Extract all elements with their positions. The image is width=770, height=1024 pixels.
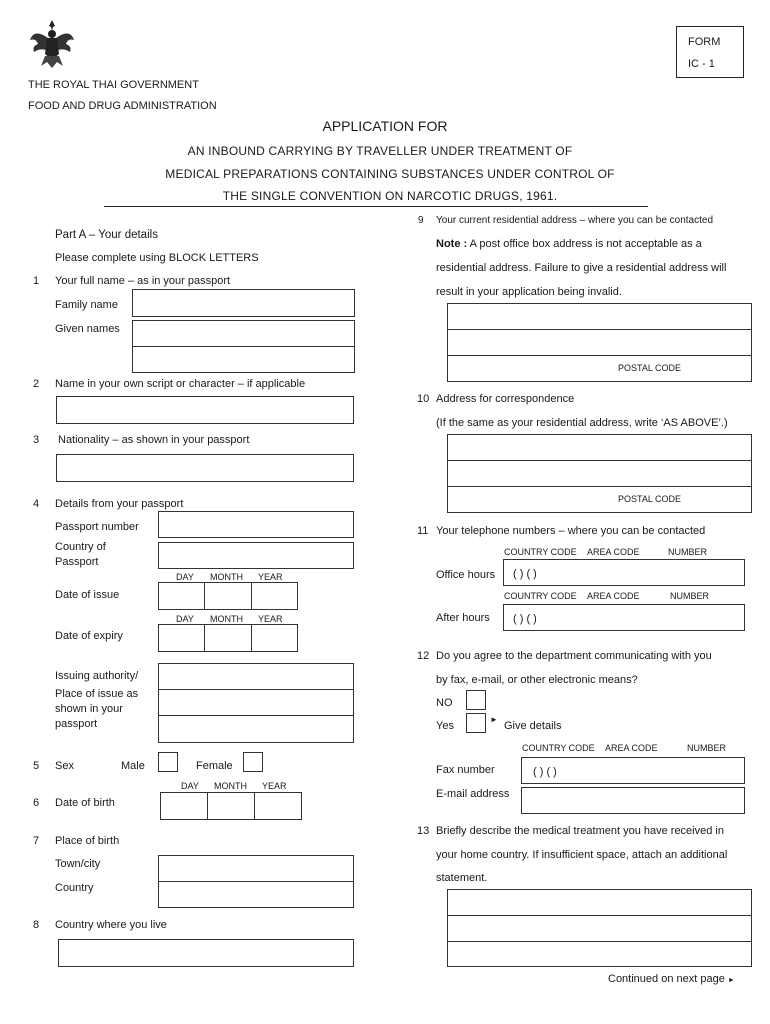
sex-label: Sex xyxy=(55,760,74,772)
q3-label: Nationality – as shown in your passport xyxy=(58,434,250,446)
q4-number: 4 xyxy=(33,498,40,510)
birth-country-input[interactable] xyxy=(158,881,354,908)
q12-label-2: by fax, e-mail, or other electronic means? xyxy=(436,674,638,686)
q9-label: Your current residential address – where you can be contacted xyxy=(436,215,714,226)
subtitle-3: THE SINGLE CONVENTION ON NARCOTIC DRUGS, 1961. xyxy=(222,189,558,203)
country-live-input[interactable] xyxy=(58,939,354,967)
issue-day-input[interactable] xyxy=(158,582,205,610)
issuing-authority-label-3: shown in your xyxy=(55,703,123,715)
issuing-authority-input-2[interactable] xyxy=(158,689,354,716)
expiry-year-input[interactable] xyxy=(251,624,298,652)
residential-address-line-3[interactable] xyxy=(447,355,752,382)
passport-number-label: Passport number xyxy=(55,521,139,533)
q11-label: Your telephone numbers – where you can be contacted xyxy=(436,525,706,537)
garuda-emblem xyxy=(28,18,76,70)
issue-year-input[interactable] xyxy=(251,582,298,610)
given-names-input-2[interactable] xyxy=(132,346,355,373)
after-hours-phone-input[interactable] xyxy=(503,604,745,631)
q1-label: Your full name – as in your passport xyxy=(55,275,231,287)
fax-number-label: Fax number xyxy=(436,764,495,776)
country-live-label: Country where you live xyxy=(55,919,167,931)
after-ac-header: AREA CODE xyxy=(587,591,640,601)
treatment-line-3[interactable] xyxy=(447,941,752,967)
town-label: Town/city xyxy=(55,858,101,870)
birth-country-label: Country xyxy=(55,882,94,894)
expiry-month-input[interactable] xyxy=(204,624,252,652)
q5-number: 5 xyxy=(33,760,40,772)
family-name-input[interactable] xyxy=(132,289,355,317)
dob-day-header: DAY xyxy=(181,781,199,791)
subtitle-1: AN INBOUND CARRYING BY TRAVELLER UNDER TREATMENT OF xyxy=(187,144,573,158)
correspondence-address-line-2[interactable] xyxy=(447,460,752,487)
issuing-authority-input-3[interactable] xyxy=(158,715,354,743)
q12-number: 12 xyxy=(417,650,430,662)
office-hours-label: Office hours xyxy=(436,569,496,581)
note-bold: Note : xyxy=(436,238,468,250)
continued-text: Continued on next page xyxy=(608,973,725,985)
form-label: FORM xyxy=(688,36,721,48)
male-checkbox[interactable] xyxy=(158,752,178,772)
office-ac-header: AREA CODE xyxy=(587,547,640,557)
office-cc-header: COUNTRY CODE xyxy=(504,547,577,557)
birth-town-input[interactable] xyxy=(158,855,354,882)
q10-label: Address for correspondence xyxy=(436,393,575,405)
female-label: Female xyxy=(196,760,233,772)
issuing-authority-label-1: Issuing authority/ xyxy=(55,670,139,682)
issue-day-header: DAY xyxy=(176,572,194,582)
expiry-month-header: MONTH xyxy=(210,614,243,624)
dob-day-input[interactable] xyxy=(160,792,208,820)
issuing-authority-label-4: passport xyxy=(55,718,98,730)
expiry-year-header: YEAR xyxy=(258,614,283,624)
date-of-expiry-label: Date of expiry xyxy=(55,630,123,642)
country-of-passport-label-1: Country of xyxy=(55,541,106,553)
no-checkbox[interactable] xyxy=(466,690,486,710)
dob-month-header: MONTH xyxy=(214,781,247,791)
after-phone-parens: ( ) ( ) xyxy=(513,613,537,625)
q1-number: 1 xyxy=(33,275,40,287)
issue-month-input[interactable] xyxy=(204,582,252,610)
expiry-day-header: DAY xyxy=(176,614,194,624)
treatment-line-1[interactable] xyxy=(447,889,752,916)
residential-address-line-1[interactable] xyxy=(447,303,752,330)
subtitle-2: MEDICAL PREPARATIONS CONTAINING SUBSTANCES UNDER CONTROL OF xyxy=(165,167,615,181)
q11-number: 11 xyxy=(417,525,429,537)
q3-number: 3 xyxy=(33,434,40,446)
issuing-authority-label-2: Place of issue as xyxy=(55,688,139,700)
q12-label-1: Do you agree to the department communicating with you xyxy=(436,650,712,662)
issue-month-header: MONTH xyxy=(210,572,243,582)
q13-label-3: statement. xyxy=(436,872,488,884)
q10-number: 10 xyxy=(417,393,430,405)
after-number-header: NUMBER xyxy=(670,591,710,601)
given-names-label: Given names xyxy=(55,323,120,335)
dob-month-input[interactable] xyxy=(207,792,255,820)
note-text: A post office box address is not acceptable as a xyxy=(467,238,702,250)
expiry-day-input[interactable] xyxy=(158,624,205,652)
fda-name: FOOD AND DRUG ADMINISTRATION xyxy=(28,100,217,112)
issuing-authority-input-1[interactable] xyxy=(158,663,354,690)
given-names-input-1[interactable] xyxy=(132,320,355,347)
q8-number: 8 xyxy=(33,919,40,931)
q7-number: 7 xyxy=(33,835,40,847)
office-phone-input[interactable] xyxy=(503,559,745,586)
q9-note-line-1 xyxy=(436,238,702,250)
female-checkbox[interactable] xyxy=(243,752,263,772)
fax-cc-header: COUNTRY CODE xyxy=(522,743,595,753)
correspondence-postal-code-label: POSTAL CODE xyxy=(618,494,682,504)
treatment-line-2[interactable] xyxy=(447,915,752,942)
email-label: E-mail address xyxy=(436,788,510,800)
family-name-label: Family name xyxy=(55,299,118,311)
page-title: APPLICATION FOR xyxy=(322,118,448,134)
date-of-issue-label: Date of issue xyxy=(55,589,120,601)
q10-hint: (If the same as your residential address, write ‘AS ABOVE’.) xyxy=(436,417,728,429)
after-cc-header: COUNTRY CODE xyxy=(504,591,577,601)
email-input[interactable] xyxy=(521,787,745,814)
q4-label: Details from your passport xyxy=(55,498,184,510)
nationality-input[interactable] xyxy=(56,454,354,482)
fax-parens: ( ) ( ) xyxy=(533,766,557,778)
q13-label-1: Briefly describe the medical treatment you have received in xyxy=(436,825,724,837)
part-a-title: Part A – Your details xyxy=(55,229,158,241)
after-hours-label: After hours xyxy=(436,612,490,624)
country-of-passport-label-2: Passport xyxy=(55,556,99,568)
country-of-passport-input[interactable] xyxy=(158,542,354,569)
residential-address-line-2[interactable] xyxy=(447,329,752,356)
passport-number-input[interactable] xyxy=(158,511,354,538)
title-rule xyxy=(104,206,648,207)
continued-next-page xyxy=(608,973,735,985)
issue-year-header: YEAR xyxy=(258,572,283,582)
q6-number: 6 xyxy=(33,797,40,809)
q2-label: Name in your own script or character – if applicable xyxy=(55,378,306,390)
q9-number: 9 xyxy=(418,215,424,226)
fax-number-header: NUMBER xyxy=(687,743,727,753)
q2-number: 2 xyxy=(33,378,40,390)
q9-note-line-3: result in your application being invalid. xyxy=(436,286,622,298)
arrow-right-icon: ► xyxy=(490,715,498,724)
form-id-box xyxy=(676,26,744,78)
part-a-instructions: Please complete using BLOCK LETTERS xyxy=(55,252,259,264)
office-number-header: NUMBER xyxy=(668,547,708,557)
own-script-name-input[interactable] xyxy=(56,396,354,424)
dob-year-header: YEAR xyxy=(262,781,287,791)
correspondence-address-line-3[interactable] xyxy=(447,486,752,513)
residential-postal-code-label: POSTAL CODE xyxy=(618,363,682,373)
gov-name: THE ROYAL THAI GOVERNMENT xyxy=(28,79,199,91)
next-arrow-icon: ► xyxy=(727,977,735,984)
fax-ac-header: AREA CODE xyxy=(605,743,658,753)
office-phone-parens: ( ) ( ) xyxy=(513,568,537,580)
yes-label: Yes xyxy=(436,720,454,732)
dob-label: Date of birth xyxy=(55,797,115,809)
place-of-birth-label: Place of birth xyxy=(55,835,120,847)
q13-number: 13 xyxy=(417,825,430,837)
no-label: NO xyxy=(436,697,453,709)
q9-note-line-2: residential address. Failure to give a residential address will xyxy=(436,262,727,274)
q13-label-2: your home country. If insufficient space, attach an additional xyxy=(436,849,728,861)
yes-checkbox[interactable] xyxy=(466,713,486,733)
form-code: IC - 1 xyxy=(688,58,715,70)
correspondence-address-line-1[interactable] xyxy=(447,434,752,461)
male-label: Male xyxy=(121,760,145,772)
dob-year-input[interactable] xyxy=(254,792,302,820)
give-details-label: Give details xyxy=(504,720,562,732)
